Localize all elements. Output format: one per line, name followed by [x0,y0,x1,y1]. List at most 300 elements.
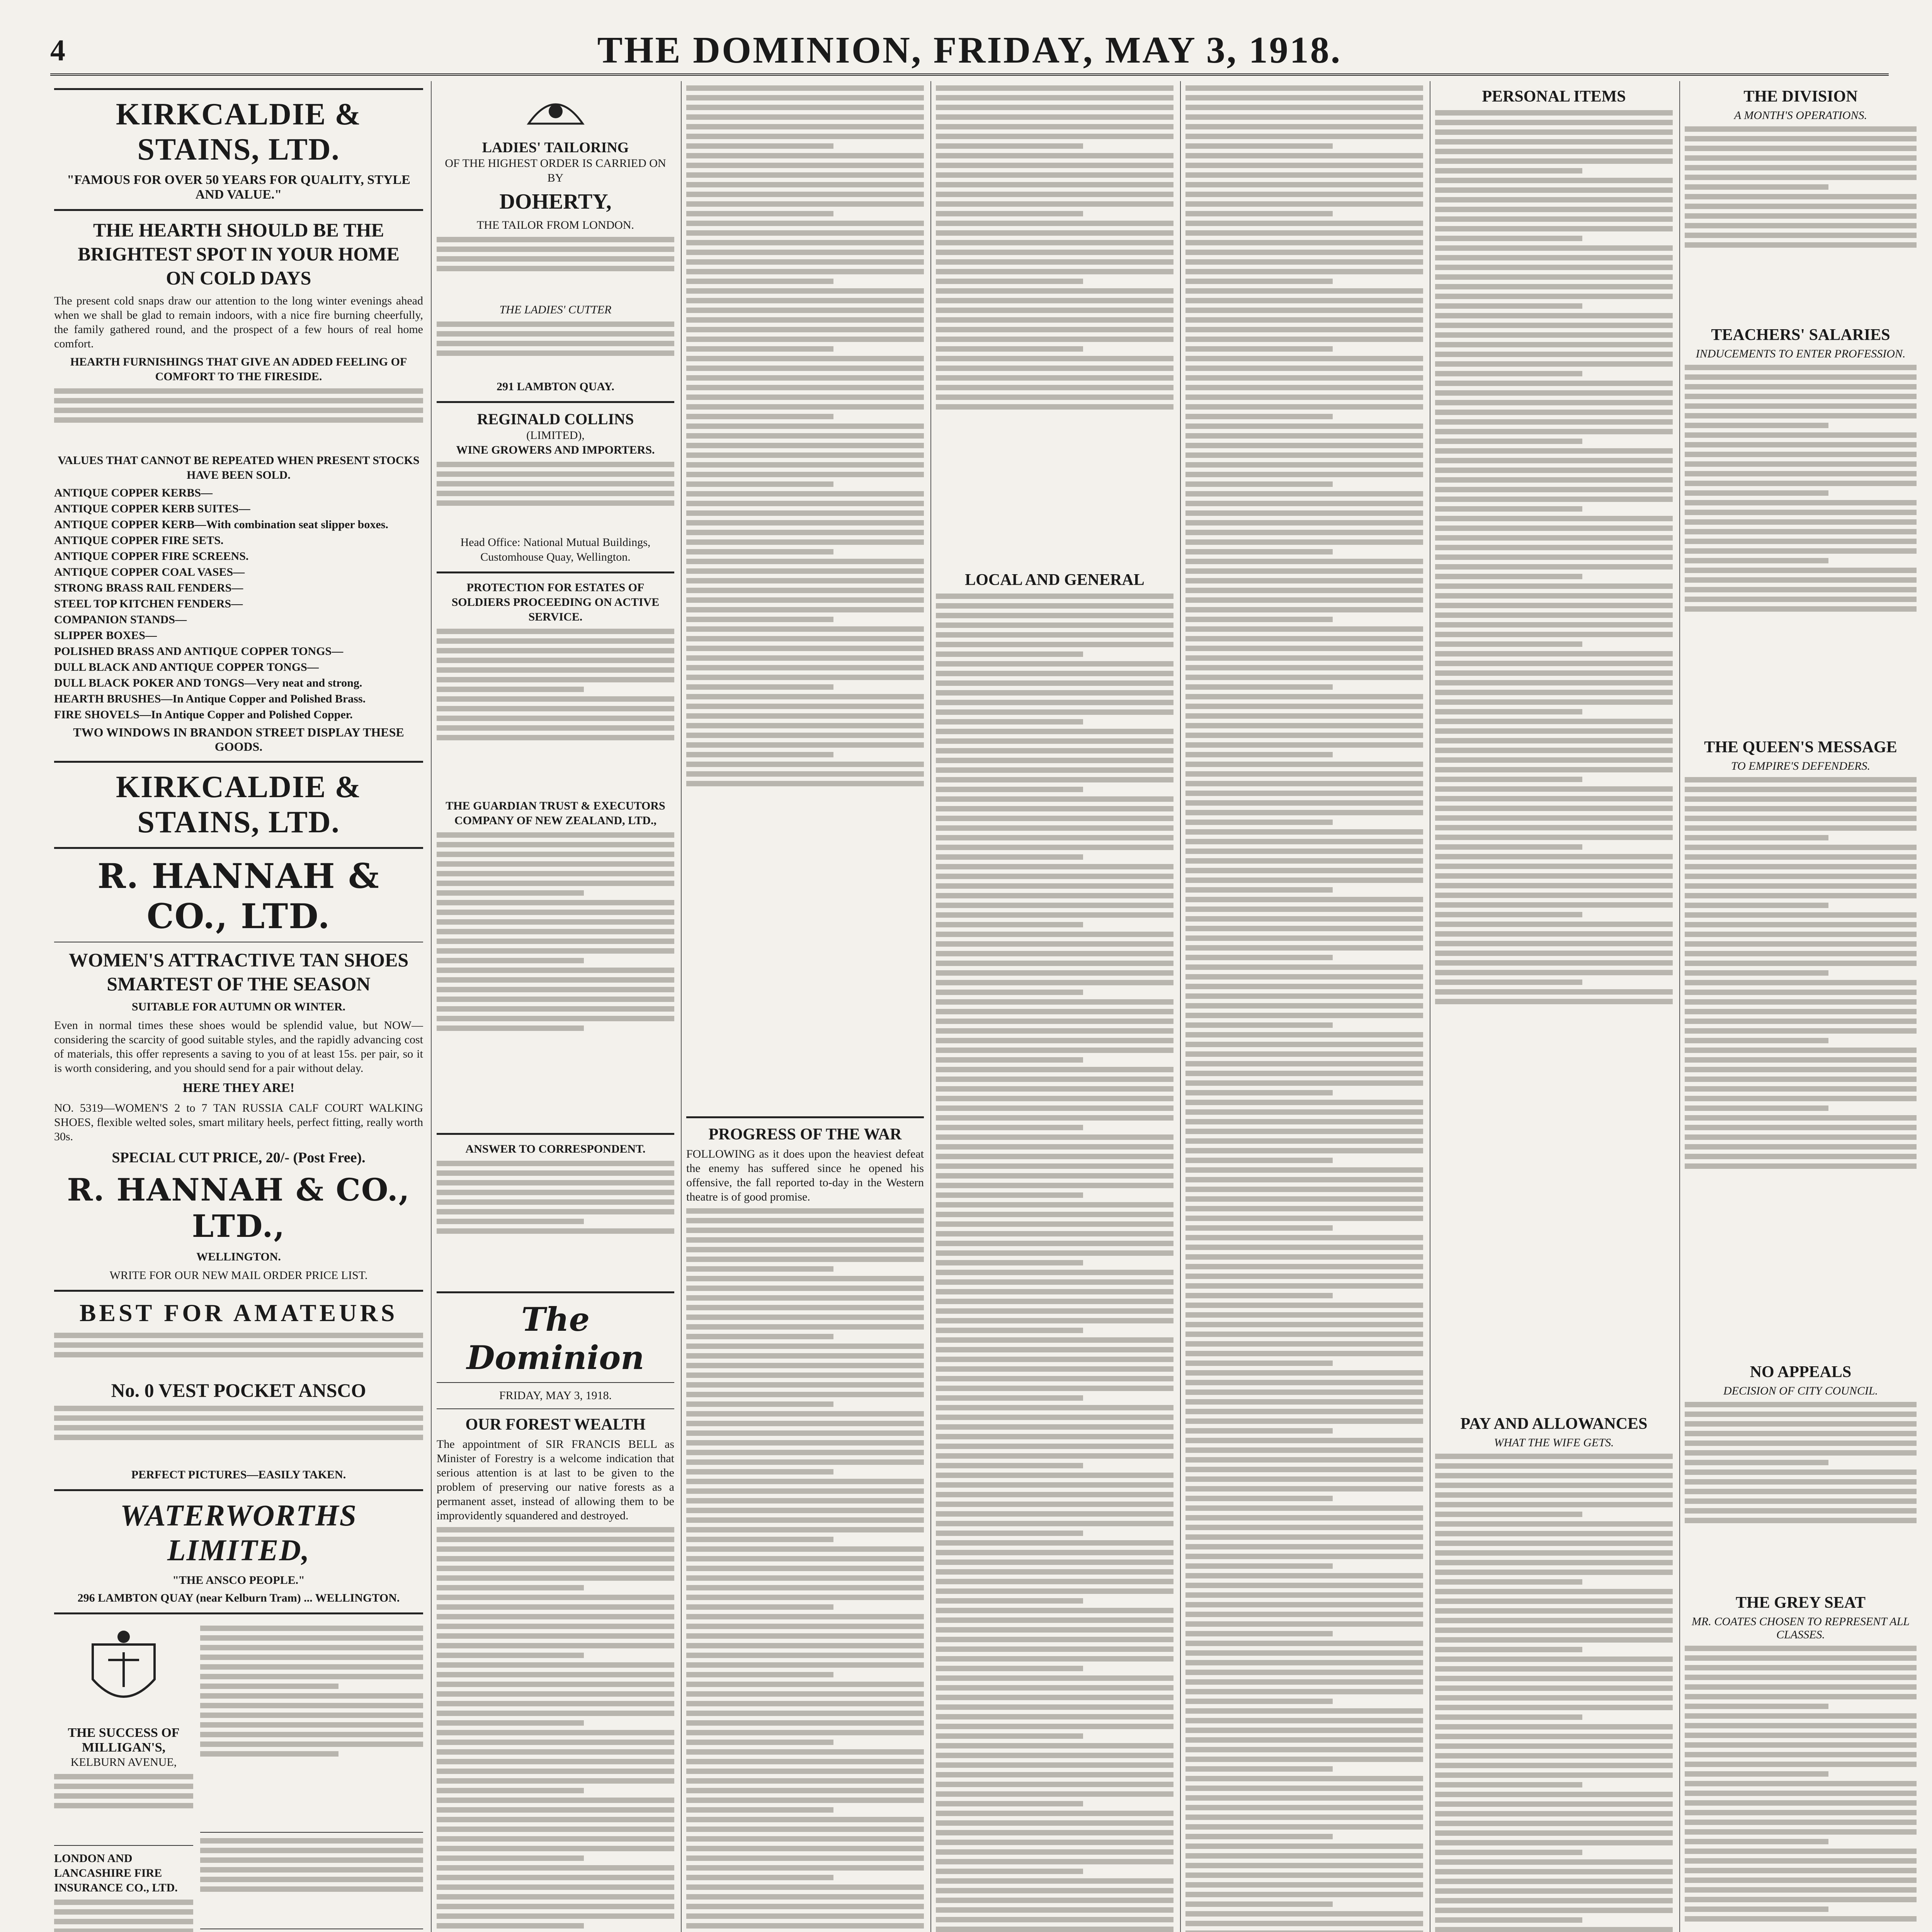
text-line [1435,294,1673,299]
text-line [1185,1438,1423,1443]
text-line [1435,361,1673,367]
text-line [1685,452,1917,457]
text-line [1185,366,1423,371]
hearth-subhead: HEARTH FURNISHINGS THAT GIVE AN ADDED FEELING OF COMFORT TO THE FIRESIDE. [70,355,407,383]
text-line [1435,526,1673,531]
text-line [1685,223,1917,228]
text-line [1435,593,1673,599]
text-line [1185,1467,1423,1472]
text-line [936,816,1173,821]
text-line [936,1115,1173,1121]
text-line [1185,742,1423,748]
text-line [936,1318,1173,1323]
text-line [1185,1853,1423,1859]
text-line [936,105,1173,110]
text-line [437,919,674,925]
reginald-sub: (LIMITED), [526,429,585,442]
text-line [1185,858,1423,864]
special-price: SPECIAL CUT PRICE, 20/- (Post Free). [112,1150,366,1166]
text-line [1685,1665,1917,1670]
text-line [1685,490,1828,496]
text-line [1435,1879,1673,1884]
text-line [686,375,924,381]
text-line [1685,194,1917,199]
text-line [1185,1351,1423,1356]
text-line [936,1202,1173,1208]
text-line [936,1531,1083,1536]
text-line [1685,864,1917,869]
text-line [1685,1713,1917,1719]
text-line [1685,1163,1917,1169]
text-line [686,530,924,535]
column-4 [936,81,1173,1932]
text-line [1435,284,1673,289]
text-line [1185,85,1423,91]
text-line [936,1463,1083,1468]
text-line [1185,95,1423,100]
text-line [1435,709,1582,714]
text-line [686,1498,924,1503]
appeals-text [1685,1402,1917,1587]
text-line [1185,1109,1423,1115]
text-line [1685,1675,1917,1680]
text-line [686,646,924,651]
text-line [1185,124,1423,129]
text-line [1685,1849,1917,1854]
text-line [686,1604,833,1610]
text-line [437,1894,674,1900]
text-line [1185,1718,1423,1723]
text-line [437,890,584,896]
reginald-trade: WINE GROWERS AND IMPORTERS. [456,444,655,456]
text-line [437,1923,584,1929]
text-line [1185,375,1423,381]
text-line [1435,980,1582,985]
newspaper-title: THE DOMINION, FRIDAY, MAY 3, 1918. [597,29,1342,71]
text-line [1435,1811,1673,1816]
text-line [437,1740,674,1745]
text-line [936,835,1173,840]
text-line [686,288,924,294]
text-line [1185,1641,1423,1646]
text-line [1685,1791,1917,1796]
text-line [1685,1800,1917,1806]
text-line [1185,1901,1333,1907]
text-line [1685,787,1917,792]
text-line [686,578,924,583]
text-line [936,1569,1173,1575]
text-line [1185,1051,1423,1057]
text-line [437,1585,584,1590]
text-line [1185,1679,1423,1685]
text-line [936,951,1173,956]
text-line [54,1909,193,1915]
text-line [686,1228,924,1233]
text-line [1435,767,1673,772]
text-line [686,1363,924,1368]
text-line [1435,612,1673,618]
text-line [1435,352,1673,357]
text-line [686,279,833,284]
text-line [1685,365,1917,370]
text-line [1435,245,1673,251]
text-line [1685,442,1917,447]
text-line [437,1527,674,1532]
text-line [1185,1872,1423,1878]
text-line [1435,564,1673,570]
text-line [1185,433,1423,439]
text-line [200,1655,423,1660]
ansco-text [54,1406,423,1464]
text-line [1185,1476,1423,1482]
text-line [936,1482,1173,1488]
text-line [1685,883,1917,889]
text-line [936,1473,1173,1478]
text-line [936,1444,1173,1449]
text-line [936,1308,1173,1314]
text-line [1435,497,1673,502]
small-ads [200,1621,423,1932]
text-line [1435,265,1673,270]
text-line [1435,864,1673,869]
text-line [1435,323,1673,328]
text-line [936,1849,1173,1855]
text-line [437,1662,674,1668]
editorial-continued [686,85,924,1109]
text-line [1435,1763,1673,1768]
text-line [1685,970,1828,976]
text-line [1435,178,1673,183]
text-line [1685,874,1917,879]
text-line [1185,520,1423,526]
text-line [1435,187,1673,193]
text-line [686,781,924,786]
text-line [686,1701,924,1706]
text-line [1185,771,1423,777]
text-line [686,1334,833,1339]
text-line [1185,607,1423,612]
text-line [1185,820,1333,825]
text-line [936,767,1173,773]
text-line [686,327,924,332]
text-line [936,1492,1173,1497]
text-line [1185,1525,1423,1530]
text-line [686,423,924,429]
crest-icon [521,89,590,131]
text-line [1685,394,1917,399]
text-line [1685,539,1917,544]
text-line [1185,298,1423,303]
text-line [1685,1421,1917,1427]
text-line [1185,230,1423,236]
editorial-text [437,1527,674,1932]
column-6 [1435,81,1673,1932]
text-line [936,1270,1173,1275]
text-line [437,1614,674,1619]
text-line [1185,916,1423,922]
text-line [1685,1704,1828,1709]
text-line [1685,1887,1917,1893]
text-line [936,269,1173,274]
text-line [1185,849,1423,854]
text-line [54,417,423,423]
text-line [1685,1684,1917,1690]
text-line [686,211,833,216]
column-rule [681,81,682,1932]
text-line [686,1691,924,1697]
text-line [1435,922,1673,927]
text-line [1435,1821,1673,1826]
text-line [1685,1489,1917,1494]
text-line [1685,403,1917,409]
text-line [1435,1521,1673,1527]
text-line [1185,1708,1423,1714]
text-line [936,806,1173,811]
text-line [1185,1129,1423,1134]
text-line [936,738,1173,744]
text-line [686,771,924,777]
column-rule [431,81,432,1932]
text-line [200,1742,423,1747]
text-line [1685,1781,1917,1786]
war-head: PROGRESS OF THE WAR [708,1126,902,1143]
text-line [1185,1225,1333,1231]
text-line [1185,1486,1423,1492]
text-line [1185,1071,1423,1076]
text-line [437,1643,674,1648]
text-line [1185,539,1423,545]
ladies-cutter: THE LADIES' CUTTER [499,303,612,316]
text-line [936,153,1173,158]
text-line [1185,887,1333,893]
text-line [1685,1144,1917,1150]
text-line [1685,1916,1917,1922]
text-line [936,395,1173,400]
text-line [1435,1898,1673,1903]
text-line [1185,559,1423,564]
text-line [1185,530,1423,535]
text-line [936,1656,1173,1662]
text-line [1435,332,1673,338]
text-line [1185,1245,1423,1250]
text-line [1685,1771,1828,1777]
text-line [200,1635,423,1641]
text-line [686,230,924,236]
text-line [437,1624,674,1629]
text-line [54,388,423,394]
column-5 [1185,81,1423,1932]
column-rule [1679,81,1680,1932]
text-line [437,1913,674,1919]
text-line [437,910,674,915]
text-line [686,1875,833,1880]
text-line [936,250,1173,255]
text-line [1435,516,1673,521]
text-line [1435,1541,1673,1546]
text-line [1185,1930,1423,1932]
text-line [1435,1589,1673,1594]
text-line [1185,926,1423,931]
waterworths-sub: "THE ANSCO PEOPLE." [172,1574,305,1587]
text-line [1185,1332,1423,1337]
text-line [936,796,1173,802]
text-line [1435,951,1673,956]
text-line [936,1096,1173,1101]
text-line [1185,1447,1423,1453]
text-line [936,85,1173,91]
kirkcaldie-footer: KIRKCALDIE & STAINS, LTD. [116,770,362,839]
text-line [437,629,674,634]
text-line [1185,762,1423,767]
text-line [1685,374,1917,380]
text-line [437,1711,674,1716]
text-line [686,675,924,680]
local-text [936,594,1173,1932]
text-line [936,922,1083,927]
text-line [1185,201,1423,207]
text-line [1185,626,1423,632]
text-line [936,1183,1173,1188]
text-line [1435,1685,1673,1691]
text-line [1185,395,1423,400]
text-line [1685,845,1917,850]
text-line [686,1286,924,1291]
text-line [1185,134,1423,139]
milligan-ad [54,1621,193,1932]
text-line [936,1366,1173,1372]
text-line [686,201,924,207]
text-line [936,1453,1173,1459]
text-line [1435,1512,1582,1517]
hannah-body: Even in normal times these shoes would be splendid value, but NOW—considering the scarcity of good suitable styles, and the rapidly advancing cost of materials, this offer represents a saving to you of at least 15s. per pair, so it is worth considering, and you should send for a pair without delay. [54,1019,423,1075]
text-line [936,404,1173,410]
text-line [936,317,1173,323]
text-line [437,247,674,252]
text-line [1185,1631,1333,1636]
text-line [1685,980,1917,985]
text-line [1185,452,1423,458]
text-line [1435,535,1673,541]
text-line [437,1537,674,1542]
text-line [54,1435,423,1440]
text-line [54,1425,423,1430]
text-line [1185,1409,1423,1414]
text-line [437,1633,674,1639]
text-line [1685,922,1917,927]
text-line [936,1424,1173,1430]
column-rule [930,81,931,1932]
text-line [1685,126,1917,132]
text-line [1685,529,1917,534]
text-line [1185,1592,1423,1598]
text-line [1185,317,1423,323]
text-line [1185,964,1423,970]
text-line [1685,1733,1917,1738]
text-line [936,1791,1173,1797]
text-line [1185,1187,1423,1192]
text-line [936,211,1083,216]
stock-line: SLIPPER BOXES— [54,629,157,642]
text-line [936,182,1173,187]
text-line [1685,471,1917,476]
text-line [936,279,1083,284]
text-line [54,1342,423,1348]
text-line [1185,800,1423,806]
text-line [1185,1274,1423,1279]
doherty-sub: THE TAILOR FROM LONDON. [476,219,634,231]
text-line [686,501,924,506]
text-line [1185,1911,1423,1917]
text-line [437,1807,674,1813]
text-line [1435,757,1673,763]
text-line [1685,1469,1917,1475]
text-line [936,1405,1173,1410]
text-line [1185,1776,1423,1781]
text-line [1435,1753,1673,1759]
text-line [1185,288,1423,294]
text-line [686,1411,924,1417]
text-line [1185,993,1423,999]
text-line [1185,443,1423,448]
hearth-intro: The present cold snaps draw our attention to the long winter evenings ahead when we shall be glad to remain indoors, with a nice fire burning cheerfully, the family gathered round, and the prospect of a few hours of real home comfort. [54,294,423,350]
text-line [1185,1660,1423,1665]
text-line [936,961,1173,966]
text-line [686,1527,924,1532]
text-line [1685,413,1917,418]
text-line [1435,941,1673,946]
text-line [1185,713,1423,719]
text-line [437,1884,674,1890]
text-line [1435,120,1673,125]
text-line [1185,752,1333,757]
text-line [1685,500,1917,505]
text-line [1185,1554,1423,1559]
text-line [1185,356,1423,361]
text-line [1435,381,1673,386]
text-line [1185,1699,1333,1704]
text-line [936,1714,1173,1719]
text-line [1685,461,1917,467]
ladies-sub: OF THE HIGHEST ORDER IS CARRIED ON BY [445,157,666,184]
text-line [1435,274,1673,280]
text-line [686,1913,924,1919]
text-line [936,671,1173,676]
milligan-head: THE SUCCESS OF MILLIGAN'S, [68,1726,180,1755]
text-line [437,1219,584,1224]
text-line [200,1867,423,1872]
text-line [936,1898,1173,1903]
text-line [1435,680,1673,685]
queens-sub: TO EMPIRE'S DEFENDERS. [1731,760,1870,772]
text-line [1685,1450,1917,1456]
text-line [200,1713,423,1718]
text-line [437,852,674,857]
text-line [437,842,674,847]
text-line [1185,269,1423,274]
text-line [1185,1090,1333,1095]
ansco-title: No. 0 VEST POCKET ANSCO [111,1379,366,1401]
text-line [686,1430,924,1436]
text-line [936,298,1173,303]
text-line [686,704,924,709]
text-line [686,134,924,139]
text-line [1435,197,1673,202]
text-line [1435,410,1673,415]
text-line [1685,1440,1917,1446]
text-line [1685,1752,1917,1757]
hannah-headline: WOMEN'S ATTRACTIVE TAN SHOES SMARTEST OF THE SEASON [68,949,409,995]
queens-head: THE QUEEN'S MESSAGE [1704,738,1897,756]
